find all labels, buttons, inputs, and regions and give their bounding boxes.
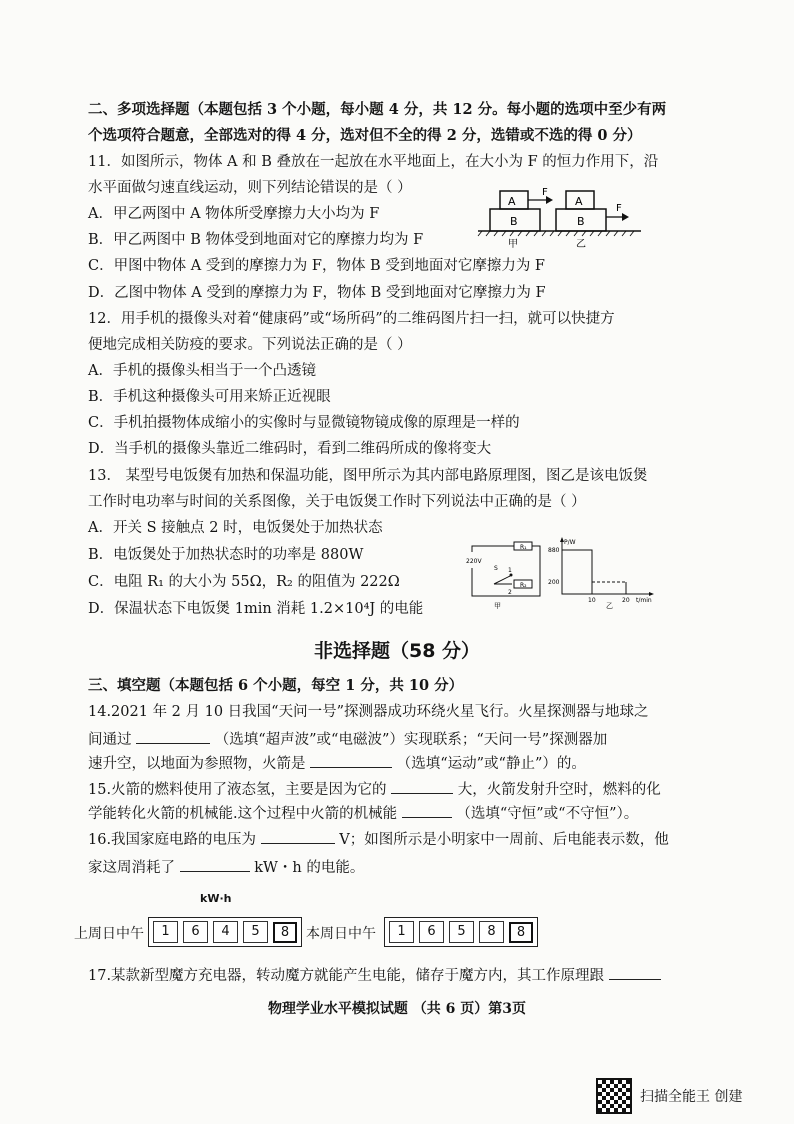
q16-line1 (88, 828, 669, 850)
q14-line3 (88, 752, 586, 774)
fig-label-a1: A (508, 195, 516, 208)
graph-yi: 乙 (606, 602, 613, 610)
q15-line2-a: 学能转化火箭的机械能.这个过程中火箭的机械能 (88, 806, 398, 822)
fig-2: 2 (508, 589, 512, 596)
q14-line2-a: 间通过 (88, 732, 132, 748)
fig-label-a2: A (575, 195, 583, 208)
graph-t20: 20 (622, 597, 630, 604)
fig-s: S (494, 565, 498, 572)
q13-option-d: D．保温状态下电饭煲 1min 消耗 1.2×10⁴J 的电能 (88, 601, 424, 617)
q12-option-a: A．手机的摄像头相当于一个凸透镜 (88, 363, 316, 379)
section-heading: 二、多项选择题（本题包括 3 个小题，每小题 4 分，共 12 分。每小题的选项中至少有两 (88, 101, 667, 118)
fig-r1: R₁ (520, 544, 527, 551)
graph-200: 200 (548, 579, 560, 586)
meter-digit-decimal: 8 (509, 922, 533, 943)
fig-r2: R₂ (520, 582, 527, 589)
q14-blank-1[interactable] (136, 728, 210, 744)
q13-stem-cont: 工作时电功率与时间的关系图像，关于电饭煲工作时下列说法中正确的是（ ） (88, 494, 586, 510)
q16-line2-b: kW・h 的电能。 (254, 860, 365, 876)
q15-line2 (88, 802, 638, 824)
fig-label-f2: F (616, 203, 622, 214)
fig-jia2: 甲 (494, 602, 501, 610)
q16-line2 (88, 856, 364, 878)
qr-code-icon (596, 1078, 632, 1114)
graph-tmin: t/min (636, 597, 652, 604)
q15-line1 (88, 778, 661, 800)
q13-stem: 13． 某型号电饭煲有加热和保温功能，图甲所示为其内部电路原理图，图乙是该电饭煲 (88, 468, 648, 484)
section-heading-cont: 个选项符合题意，全部选对的得 4 分，选对但不全的得 2 分，选错或不选的得 0 分） (88, 127, 642, 144)
q14-line3-a: 速升空，以地面为参照物，火箭是 (88, 756, 306, 772)
meter-digit: 6 (419, 921, 444, 943)
fig-label-yi: 乙 (576, 239, 586, 249)
q12-option-c: C．手机拍摄物体成缩小的实像时与显微镜物镜成像的原理是一样的 (88, 415, 520, 431)
meter-digit: 5 (243, 921, 268, 943)
q12-option-b: B．手机这种摄像头可用来矫正近视眼 (88, 389, 331, 405)
q13-circuit-figure (464, 538, 548, 610)
q14-line1: 14.2021 年 2 月 10 日我国“天问一号”探测器成功环绕火星飞行。火星探测器与地球之 (88, 704, 649, 720)
q11-option-a: A．甲乙两图中 A 物体所受摩擦力大小均为 F (88, 206, 380, 222)
q14-blank-2[interactable] (310, 752, 392, 768)
meter-digit-decimal: 8 (273, 922, 297, 943)
graph-t10: 10 (588, 597, 596, 604)
q15-blank-2[interactable] (402, 802, 452, 818)
q14-line2 (88, 728, 607, 750)
q16-line1-b: V；如图所示是小明家中一周前、后电能表示数，他 (339, 832, 669, 848)
q11-option-c: C．甲图中物体 A 受到的摩擦力为 F，物体 B 受到地面对它摩擦力为 F (88, 258, 545, 274)
meter-digit: 4 (213, 921, 238, 943)
q13-option-a: A．开关 S 接触点 2 时，电饭煲处于加热状态 (88, 520, 383, 536)
q17-line1 (88, 964, 661, 986)
meter-digit: 6 (183, 921, 208, 943)
q11-figure (476, 183, 646, 249)
q15-line1-a: 15.火箭的燃料使用了液态氢，主要是因为它的 (88, 782, 387, 798)
scanner-watermark (596, 1078, 742, 1114)
meter-digit: 1 (153, 921, 178, 943)
q11-stem-cont: 水平面做匀速直线运动，则下列结论错误的是（ ） (88, 180, 412, 196)
graph-880: 880 (548, 547, 560, 554)
watermark-text: 扫描全能王 创建 (640, 1089, 743, 1105)
q16-blank-1[interactable] (261, 828, 335, 844)
page-footer: 物理学业水平模拟试题 （共 6 页）第3页 (267, 1001, 527, 1017)
q11-stem: 11．如图所示，物体 A 和 B 叠放在一起放在水平地面上，在大小为 F 的恒力作用下，沿 (88, 154, 659, 170)
q14-line3-b: （选填“运动”或“静止”）的。 (396, 756, 586, 772)
q12-stem: 12．用手机的摄像头对着“健康码”或“场所码”的二维码图片扫一扫，就可以快捷方 (88, 311, 615, 327)
q13-power-time-graph (548, 536, 658, 610)
q15-line1-b: 大，火箭发射升空时，燃料的化 (457, 782, 661, 798)
q16-blank-2[interactable] (180, 856, 250, 872)
graph-pw: P/W (564, 539, 576, 546)
fig-220v: 220V (466, 558, 482, 565)
q13-option-c: C．电阻 R₁ 的大小为 55Ω，R₂ 的阻值为 222Ω (88, 574, 400, 590)
fig-label-jia: 甲 (508, 239, 518, 249)
curr-meter (384, 917, 538, 947)
q17-line1-text: 17.某款新型魔方充电器，转动魔方就能产生电能，储存于魔方内，其工作原理跟 (88, 968, 605, 984)
q15-line2-b: （选填“守恒”或“不守恒”）。 (456, 806, 639, 822)
meter-digit: 1 (389, 921, 414, 943)
q16-line2-a: 家这周消耗了 (88, 860, 175, 876)
q11-option-b: B．甲乙两图中 B 物体受到地面对它的摩擦力均为 F (88, 232, 424, 248)
meter-unit-label: kW·h (200, 892, 232, 905)
q14-line2-b: （选填“超声波”或“电磁波”）实现联系；“天问一号”探测器加 (214, 732, 608, 748)
fig-label-b1: B (510, 215, 518, 228)
fig-label-f1: F (542, 187, 548, 198)
prev-meter-label: 上周日中午 (74, 926, 144, 942)
fig-label-b2: B (577, 215, 585, 228)
q12-option-d: D．当手机的摄像头靠近二维码时，看到二维码所成的像将变大 (88, 441, 492, 457)
fig-1: 1 (508, 567, 512, 574)
q11-option-d: D．乙图中物体 A 受到的摩擦力为 F，物体 B 受到地面对它摩擦力为 F (88, 285, 546, 301)
prev-meter (148, 917, 302, 947)
q15-blank-1[interactable] (391, 778, 453, 794)
q17-blank-1[interactable] (609, 964, 661, 980)
q16-line1-a: 16.我国家庭电路的电压为 (88, 832, 257, 848)
q12-stem-cont: 便地完成相关防疫的要求。下列说法正确的是（ ） (88, 337, 412, 353)
section3-heading: 三、填空题（本题包括 6 个小题，每空 1 分，共 10 分） (88, 677, 464, 694)
meter-digit: 8 (479, 921, 504, 943)
curr-meter-label: 本周日中午 (306, 926, 376, 942)
q13-option-b: B．电饭煲处于加热状态时的功率是 880W (88, 547, 364, 563)
nonchoice-title: 非选择题（58 分） (313, 640, 481, 662)
meter-digit: 5 (449, 921, 474, 943)
